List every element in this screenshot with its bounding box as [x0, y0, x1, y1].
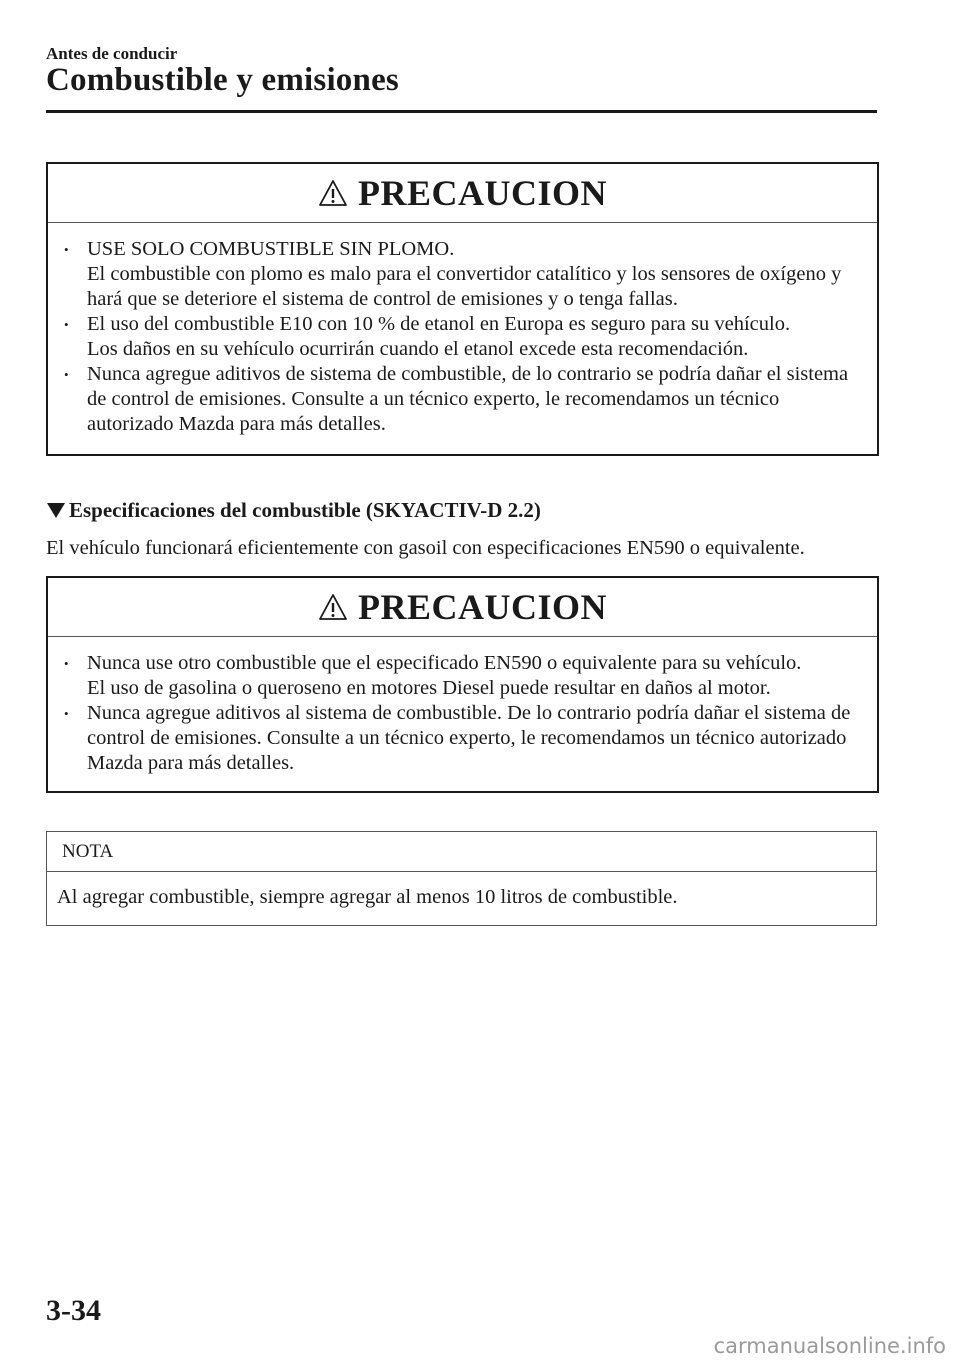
spec-heading	[46, 498, 541, 523]
page-number: 3-34	[46, 1294, 101, 1327]
caution-box-2	[46, 576, 879, 793]
triangle-down-icon	[46, 502, 66, 519]
caution-item	[87, 312, 865, 362]
nota-box	[46, 831, 877, 926]
caution-box-1	[46, 162, 879, 456]
spec-paragraph: El vehículo funcionará eficientemente con gasoil con especificaciones EN590 o equivalente.	[46, 537, 805, 559]
caution-item-text	[87, 238, 841, 310]
warning-icon	[318, 593, 348, 621]
caution-item-line: Nunca use otro combustible que el especificado EN590 o equivalente para su vehículo. El uso de gasolina o queroseno en motores Diesel puede resultar en daños al motor.	[87, 652, 802, 699]
caution-header	[48, 164, 877, 223]
caution-item-line: USE SOLO COMBUSTIBLE SIN PLOMO. El combustible con plomo es malo para el convertidor catalítico y los sensores de oxígeno y hará que se deteriore el sistema de control de emisiones y o tenga fallas.	[87, 238, 842, 310]
caution-title: PRECAUCION	[357, 173, 607, 213]
caution-item	[87, 362, 865, 437]
page-title: Combustible y emisiones	[46, 62, 399, 98]
caution-header	[48, 578, 877, 637]
caution-item-line: Nunca agregue aditivos de sistema de combustible, de lo contrario se podría dañar el sistema de control de emisiones. Consulte a un técnico experto, le recomendamos un técnico autorizado Mazda para más detalles.	[87, 363, 849, 435]
warning-icon	[318, 179, 348, 207]
nota-title: NOTA	[47, 832, 876, 872]
section-kicker: Antes de conducir	[46, 44, 178, 63]
caution-list	[48, 223, 877, 437]
spec-heading-text: Especificaciones del combustible (SKYACTIV-D 2.2)	[69, 498, 541, 522]
nota-text: Al agregar combustible, siempre agregar al menos 10 litros de combustible.	[57, 886, 678, 908]
caution-item	[87, 237, 865, 312]
caution-title: PRECAUCION	[357, 587, 607, 627]
title-rule	[46, 110, 877, 113]
caution-item-line: El uso del combustible E10 con 10 % de etanol en Europa es seguro para su vehículo. Los daños en su vehículo ocurrirán cuando el etanol excede esta recomendación.	[87, 313, 791, 360]
caution-item-line: Nunca agregue aditivos al sistema de combustible. De lo contrario podría dañar el sistema de control de emisiones. Consulte a un técnico experto, le recomendamos un técnico autorizado Mazda para más detalles.	[87, 702, 851, 774]
caution-item	[87, 651, 865, 701]
caution-list	[48, 637, 877, 776]
watermark: carmanualsonline.info	[713, 1334, 946, 1358]
caution-item	[87, 701, 865, 776]
